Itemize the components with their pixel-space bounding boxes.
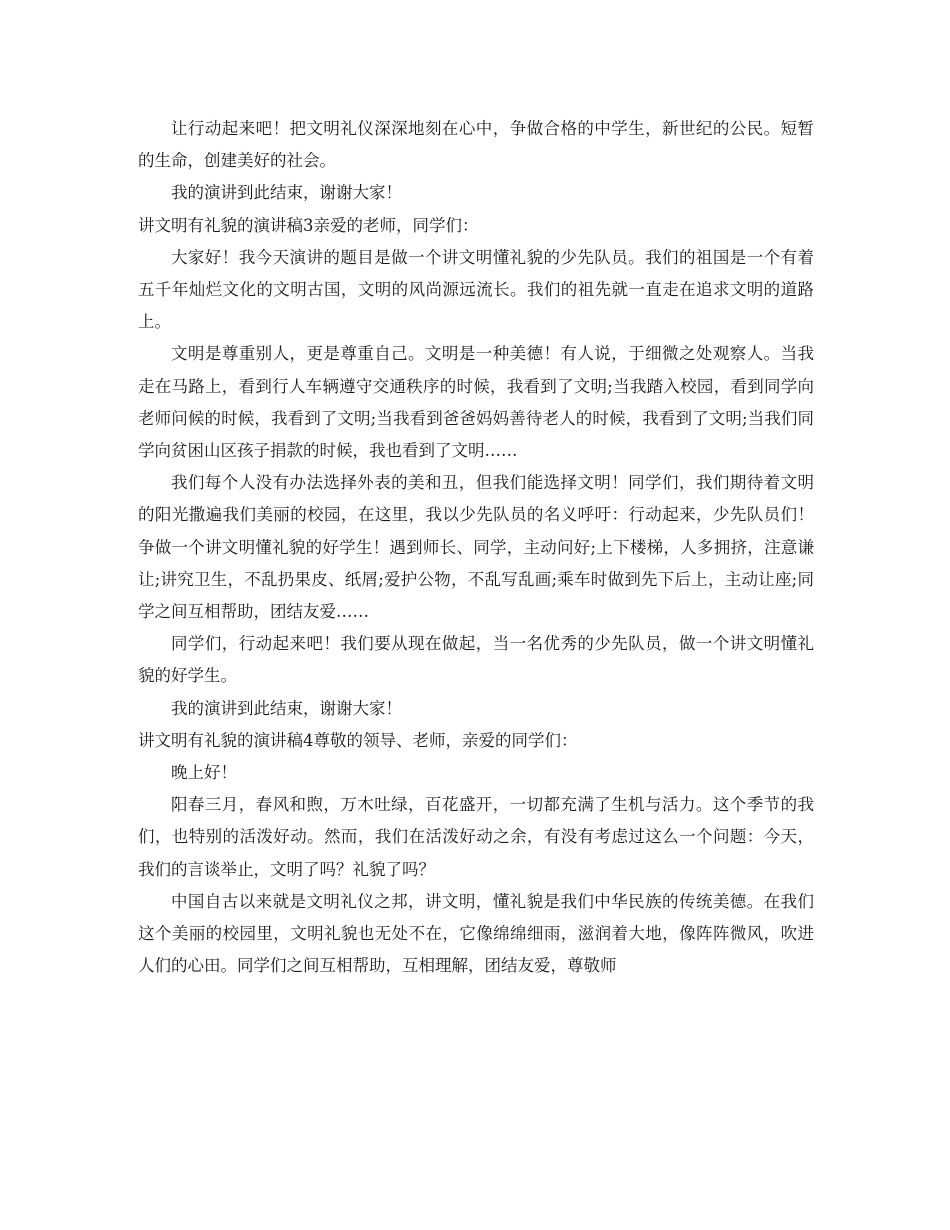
- paragraph: 同学们，行动起来吧！我们要从现在做起，当一名优秀的少先队员，做一个讲文明懂礼貌的好学生。: [138, 634, 814, 686]
- section-heading: 讲文明有礼貌的演讲稿4尊敬的领导、老师，亲爱的同学们：: [138, 730, 578, 750]
- paragraph: 中国自古以来就是文明礼仪之邦，讲文明，懂礼貌是我们中华民族的传统美德。在我们这个美丽的校园里，文明礼貌也无处不在，它像绵绵细雨，滋润着大地，像阵阵微风，吹进人们的心田。同学们之间互相帮助，互相理解，团结友爱，尊敬师: [138, 891, 814, 976]
- paragraph: 文明是尊重别人，更是尊重自己。文明是一种美德！有人说，于细微之处观察人。当我走在马路上，看到行人车辆遵守交通秩序的时候，我看到了文明;当我踏入校园，看到同学向老师问候的时候，我看到了文明;当我看到爸爸妈妈善待老人的时候，我看到了文明;当我们同学向贫困山区孩子捐款的时候，我也看到了文明……: [138, 344, 814, 461]
- paragraph: 我的演讲到此结束，谢谢大家！: [171, 183, 402, 203]
- paragraph: 我的演讲到此结束，谢谢大家！: [171, 698, 402, 718]
- paragraph: 大家好！我今天演讲的题目是做一个讲文明懂礼貌的少先队员。我们的祖国是一个有着五千年灿烂文化的文明古国，文明的风尚源远流长。我们的祖先就一直走在追求文明的道路上。: [138, 247, 814, 332]
- document-page: [138, 113, 814, 982]
- paragraph: 晚上好！: [171, 763, 237, 783]
- paragraph: 我们每个人没有办法选择外表的美和丑，但我们能选择文明！同学们，我们期待着文明的阳光撒遍我们美丽的校园，在这里，我以少先队员的名义呼吁：行动起来，少先队员们！争做一个讲文明懂礼貌的好学生！遇到师长、同学，主动问好;上下楼梯，人多拥挤，注意谦让;讲究卫生，不乱扔果皮、纸屑;爱护公物，不乱写乱画;乘车时做到先下后上，主动让座;同学之间互相帮助，团结友爱……: [138, 473, 814, 622]
- section-heading: 讲文明有礼貌的演讲稿3亲爱的老师，同学们：: [138, 215, 479, 235]
- paragraph: 让行动起来吧！把文明礼仪深深地刻在心中，争做合格的中学生，新世纪的公民。短暂的生命，创建美好的社会。: [138, 119, 814, 171]
- paragraph: 阳春三月，春风和煦，万木吐绿，百花盛开，一切都充满了生机与活力。这个季节的我们，也特别的活泼好动。然而，我们在活泼好动之余，有没有考虑过这么一个问题：今天，我们的言谈举止，文明了吗？礼貌了吗？: [138, 795, 814, 879]
